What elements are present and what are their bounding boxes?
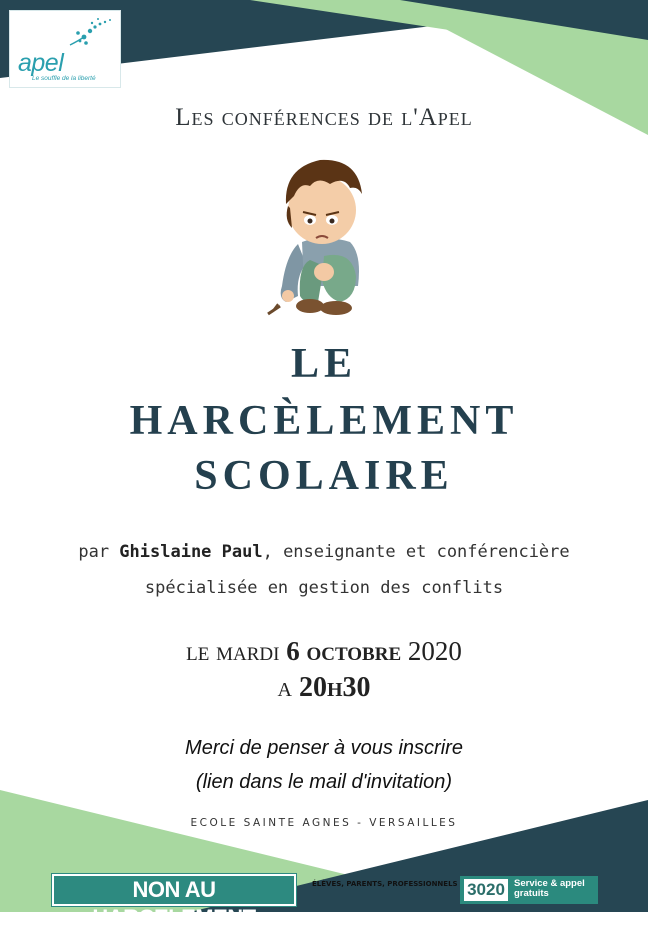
sad-boy-illustration xyxy=(258,146,390,324)
speaker-role-1: , enseignante et conférencière xyxy=(262,542,570,562)
hotline-number: 3020 xyxy=(464,879,508,901)
hotline-label: Service & appel gratuits xyxy=(514,878,585,899)
date-value: 6 octobre xyxy=(286,636,402,666)
time-value: 20h30 xyxy=(298,672,371,703)
date-prefix: le mardi xyxy=(186,636,287,666)
speaker-name: Ghislaine Paul xyxy=(119,542,263,562)
title-line-1: LE xyxy=(290,341,358,387)
hotline-box xyxy=(460,876,598,904)
speaker-prefix: par xyxy=(78,542,120,562)
speaker-line-1 xyxy=(0,542,648,562)
anti-harassment-badge: NON AU HARCELEMENT xyxy=(52,874,296,906)
speaker-line-2: spécialisée en gestion des conflits xyxy=(144,578,504,598)
school-name: ECOLE SAINTE AGNES - VERSAILLES xyxy=(190,817,458,829)
logo-name: apel xyxy=(18,49,64,77)
title-line-2: HARCÈLEMENT xyxy=(129,398,519,444)
apel-logo xyxy=(9,10,121,88)
logo-tagline: Le souffle de la liberté xyxy=(32,75,96,82)
title-line-3: SCOLAIRE xyxy=(194,453,454,499)
dandelion-icon xyxy=(62,15,118,49)
time-prefix: a xyxy=(277,672,299,703)
note-line-2: (lien dans le mail d'invitation) xyxy=(195,771,453,793)
date-year: 2020 xyxy=(401,636,462,666)
event-date xyxy=(0,636,648,667)
audience-text: ÉLÈVES, PARENTS, PROFESSIONNELS xyxy=(312,880,458,888)
note-line-1: Merci de penser à vous inscrire xyxy=(185,737,463,759)
series-title: Les conférences de l'Apel xyxy=(175,104,473,131)
event-time xyxy=(0,672,648,704)
